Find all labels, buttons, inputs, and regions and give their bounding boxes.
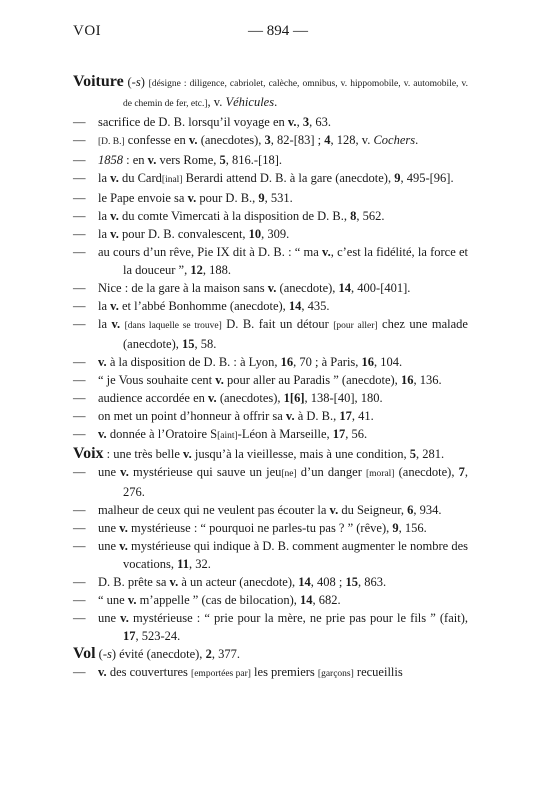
entry-text: [moral]	[365, 469, 395, 479]
entry-text: une	[98, 539, 120, 553]
entry-text: v.	[183, 447, 192, 461]
entry-text: v.	[147, 153, 157, 167]
entry-text: une	[98, 611, 121, 625]
entry-text: 16	[400, 373, 414, 387]
entry-text: 2	[205, 647, 212, 661]
entry-dash: —	[73, 317, 86, 331]
entry-text: sacrifice de D. B. lorsqu’il voyage en	[98, 115, 288, 129]
entry-text: Cochers	[373, 133, 416, 147]
entry-text: , 63.	[309, 115, 331, 129]
entry-text: 3	[302, 115, 310, 129]
index-subentry	[73, 169, 468, 189]
entry-text: Nice : de la gare à la maison sans	[98, 281, 268, 295]
index-entries	[73, 73, 468, 683]
entry-text: , 104.	[374, 355, 403, 369]
entry-text: , 56.	[345, 427, 368, 441]
entry-text: , 58.	[194, 337, 217, 351]
index-subentry	[73, 501, 468, 519]
entry-text: , 156.	[398, 521, 427, 535]
index-subentry	[73, 113, 468, 131]
index-subentry	[73, 573, 468, 591]
entry-text: v.	[329, 503, 339, 517]
index-headword-entry	[73, 645, 468, 663]
entry-text: v.	[119, 539, 128, 553]
entry-text: v.	[110, 209, 119, 223]
entry-text: (anecdote),	[276, 281, 339, 295]
index-subentry	[73, 207, 468, 225]
entry-text: , 562.	[356, 209, 385, 223]
entry-dash: —	[73, 409, 86, 423]
entry-text: la	[98, 317, 112, 331]
entry-dash: —	[73, 115, 86, 129]
entry-text: , 138-[40], 180.	[304, 391, 383, 405]
running-head: VOI	[73, 23, 102, 39]
entry-text: malheur de ceux qui ne veulent pas écouter la	[98, 503, 330, 517]
entry-text: -s	[102, 647, 112, 661]
entry-dash: —	[73, 355, 86, 369]
entry-text: 16	[280, 355, 294, 369]
entry-text: v.	[110, 171, 119, 185]
entry-text: (anecdotes),	[197, 133, 265, 147]
entry-text: 5	[409, 447, 416, 461]
entry-text: v.	[120, 465, 129, 479]
entry-text: 17	[123, 629, 136, 643]
entry-text: , 934.	[413, 503, 442, 517]
entry-text: 5	[219, 153, 226, 167]
entry-text: v.	[287, 115, 297, 129]
entry-text: 14	[300, 593, 313, 607]
entry-text: ,	[296, 115, 303, 129]
entry-text: mystérieuse : “ prie pour la mère, ne prie pas pour le fils ” (fait),	[128, 611, 468, 625]
entry-text: 9	[392, 521, 399, 535]
entry-text: , 408 ;	[310, 575, 346, 589]
entry-text: v.	[187, 191, 197, 205]
entry-text: une	[98, 521, 120, 535]
entry-text: 14	[338, 281, 352, 295]
entry-text: , 32.	[188, 557, 211, 571]
entry-text: 3	[264, 133, 271, 147]
entry-text: 4	[324, 133, 331, 147]
entry-text: [dans laquelle se trouve]	[124, 321, 222, 331]
entry-text: (	[123, 75, 132, 89]
entry-text: au cours d’un rêve, Pie IX dit à D. B. : “ ma	[98, 245, 323, 259]
entry-text: pour D. B.,	[196, 191, 259, 205]
entry-text: du comte Vimercati à la disposition de D. B.,	[118, 209, 351, 223]
page-header	[0, 23, 537, 43]
entry-dash: —	[73, 611, 86, 625]
entry-dash: —	[73, 427, 86, 441]
entry-text: , 377.	[211, 647, 240, 661]
entry-text: audience accordée en	[98, 391, 208, 405]
entry-dash: —	[73, 465, 86, 479]
entry-text: 11	[177, 557, 189, 571]
entry-text: , 400-[401].	[351, 281, 411, 295]
entry-text: 15	[345, 575, 359, 589]
entry-dash: —	[73, 503, 86, 517]
headword: Vol	[73, 645, 96, 662]
entry-text: v.	[98, 355, 107, 369]
entry-text: du Seigneur,	[338, 503, 408, 517]
entry-text: v.	[169, 575, 179, 589]
index-subentry	[73, 225, 468, 243]
entry-dash: —	[73, 391, 86, 405]
entry-text: v.	[119, 521, 128, 535]
entry-text: , 309.	[261, 227, 290, 241]
entry-text: v.	[285, 409, 295, 423]
entry-text: , c’est la fidélité, la force et la douceur ”,	[123, 245, 469, 277]
entry-text: [garçons]	[317, 669, 354, 679]
entry-dash: —	[73, 209, 86, 223]
entry-text: v.	[208, 391, 217, 405]
index-subentry	[73, 297, 468, 315]
entry-text: (anecdotes),	[216, 391, 284, 405]
entry-text: [ne]	[281, 469, 297, 479]
entry-text: recueillis	[353, 665, 403, 679]
entry-text: la	[98, 299, 111, 313]
entry-text: 12	[190, 263, 203, 277]
entry-text: la	[98, 227, 111, 241]
entry-text: 14	[298, 575, 311, 589]
index-subentry	[73, 407, 468, 425]
entry-text: 10	[248, 227, 262, 241]
index-subentry	[73, 371, 468, 389]
entry-text: , 41.	[351, 409, 374, 423]
entry-text: v.	[110, 299, 119, 313]
index-subentry	[73, 389, 468, 407]
index-subentry	[73, 591, 468, 609]
entry-dash: —	[73, 521, 86, 535]
entry-text: v.	[98, 665, 107, 679]
entry-text: v.	[120, 611, 129, 625]
entry-text: , 136.	[413, 373, 442, 387]
index-headword-entry	[73, 73, 468, 113]
entry-text: [pour aller]	[333, 321, 378, 331]
entry-text: 7	[458, 465, 465, 479]
entry-text: “ une	[98, 593, 128, 607]
entry-text: 15	[182, 337, 195, 351]
index-subentry	[73, 463, 468, 501]
entry-text: jusqu’à la vieillesse, mais à une condition,	[191, 447, 410, 461]
entry-text: v.	[215, 373, 224, 387]
entry-text: pour aller au Paradis ” (anecdote),	[223, 373, 401, 387]
index-subentry	[73, 151, 468, 169]
entry-text: , 276.	[123, 465, 468, 499]
entry-text: D. B. fait un détour	[221, 317, 334, 331]
entry-text: , 82-[83] ;	[270, 133, 325, 147]
entry-text: le Pape envoie sa	[98, 191, 188, 205]
entry-text: donnée à l’Oratoire S	[106, 427, 218, 441]
entry-text: Véhicules	[225, 95, 275, 109]
entry-dash: —	[73, 227, 86, 241]
entry-text: du Card	[118, 171, 162, 185]
entry-text: [emportées par]	[191, 669, 251, 679]
entry-text: Berardi attend D. B. à la gare (anecdote),	[182, 171, 395, 185]
entry-text: des couvertures	[106, 665, 192, 679]
entry-text: v.	[267, 281, 277, 295]
entry-text: , 495-[96].	[400, 171, 454, 185]
entry-dash: —	[73, 575, 86, 589]
entry-text: et l’abbé Bonhomme (anecdote),	[118, 299, 289, 313]
entry-dash: —	[73, 245, 86, 259]
entry-text: v.	[111, 317, 121, 331]
entry-text: 17	[339, 409, 352, 423]
entry-text: 1[6]	[283, 391, 305, 405]
entry-text: 6	[407, 503, 414, 517]
page-number: — 894 —	[248, 23, 308, 39]
entry-text: à D. B.,	[294, 409, 340, 423]
index-subentry	[73, 425, 468, 445]
entry-text: 17	[332, 427, 346, 441]
entry-text: v.	[98, 427, 107, 441]
entry-text: , 816.-[18].	[225, 153, 283, 167]
entry-text: mystérieuse : “ pourquoi ne parles-tu pas ? ” (rêve),	[127, 521, 393, 535]
index-headword-entry	[73, 445, 468, 463]
entry-text: , 682.	[312, 593, 341, 607]
entry-text: )	[140, 75, 149, 89]
entry-text: une	[98, 465, 121, 479]
index-subentry	[73, 519, 468, 537]
entry-text: v.	[110, 227, 119, 241]
entry-text: .	[274, 95, 278, 109]
entry-text: , 863.	[358, 575, 387, 589]
entry-dash: —	[73, 191, 86, 205]
entry-text: (anecdote),	[394, 465, 459, 479]
entry-dash: —	[73, 153, 86, 167]
entry-text: : en	[123, 153, 148, 167]
entry-dash: —	[73, 133, 86, 147]
index-subentry	[73, 243, 468, 279]
entry-text: [inal]	[161, 175, 183, 185]
index-subentry	[73, 315, 468, 353]
entry-text: , 281.	[415, 447, 445, 461]
entry-text: .	[415, 133, 419, 147]
entry-text: D. B. prête sa	[98, 575, 170, 589]
entry-text: 1858	[98, 153, 123, 167]
entry-dash: —	[73, 171, 86, 185]
entry-text: on met un point d’honneur à offrir sa	[98, 409, 286, 423]
entry-text: , v.	[207, 95, 226, 109]
entry-text: -s	[131, 75, 141, 89]
entry-text: -Léon à Marseille,	[237, 427, 333, 441]
entry-dash: —	[73, 593, 86, 607]
entry-text: m’appelle ” (cas de bilocation),	[136, 593, 301, 607]
entry-text: v.	[322, 245, 331, 259]
entry-text: 9	[394, 171, 401, 185]
index-subentry	[73, 279, 468, 297]
entry-dash: —	[73, 539, 86, 553]
entry-text: v.	[127, 593, 137, 607]
entry-text: (	[95, 647, 103, 661]
entry-text: la	[98, 209, 111, 223]
entry-text: [aint]	[217, 431, 238, 441]
entry-text: d’un danger	[296, 465, 366, 479]
entry-text: pour D. B. convalescent,	[118, 227, 249, 241]
entry-text: , 523-24.	[135, 629, 181, 643]
entry-text: [désigne : diligence, cabriolet, calèche, omnibus, v. hippomobile, v. automobile, v. de chemin de fer, etc.]	[123, 79, 468, 109]
entry-text: “ je Vous souhaite cent	[98, 373, 216, 387]
index-subentry	[73, 609, 468, 645]
entry-text: la	[98, 171, 111, 185]
entry-text: 14	[288, 299, 302, 313]
entry-text: , 435.	[301, 299, 330, 313]
entry-text: les premiers	[250, 665, 318, 679]
entry-text: 16	[361, 355, 375, 369]
index-subentry	[73, 537, 468, 573]
index-subentry	[73, 353, 468, 371]
entry-text: 9	[258, 191, 265, 205]
entry-text: [D. B.]	[98, 137, 125, 147]
entry-dash: —	[73, 299, 86, 313]
entry-text: : une très belle	[103, 447, 184, 461]
index-subentry	[73, 131, 468, 151]
entry-text: confesse en	[124, 133, 189, 147]
entry-dash: —	[73, 373, 86, 387]
entry-text: vers Rome,	[156, 153, 220, 167]
entry-text: , 128, v.	[330, 133, 374, 147]
entry-dash: —	[73, 665, 86, 679]
entry-text: , 188.	[202, 263, 231, 277]
entry-text: mystérieuse qui indique à D. B. comment augmenter le nombre des vocations,	[123, 539, 468, 571]
headword: Voix	[73, 445, 104, 462]
entry-text: à un acteur (anecdote),	[178, 575, 299, 589]
entry-text: ) évité (anecdote),	[111, 647, 206, 661]
headword: Voiture	[73, 73, 124, 90]
entry-dash: —	[73, 281, 86, 295]
entry-text: chez une malade (anecdote),	[123, 317, 468, 351]
index-subentry	[73, 189, 468, 207]
entry-text: , 70 ; à Paris,	[293, 355, 362, 369]
entry-text: à la disposition de D. B. : à Lyon,	[106, 355, 281, 369]
entry-text: , 531.	[264, 191, 293, 205]
entry-text: v.	[188, 133, 198, 147]
index-subentry	[73, 663, 468, 683]
entry-text: mystérieuse qui sauve un jeu	[128, 465, 282, 479]
entry-text: 8	[350, 209, 357, 223]
